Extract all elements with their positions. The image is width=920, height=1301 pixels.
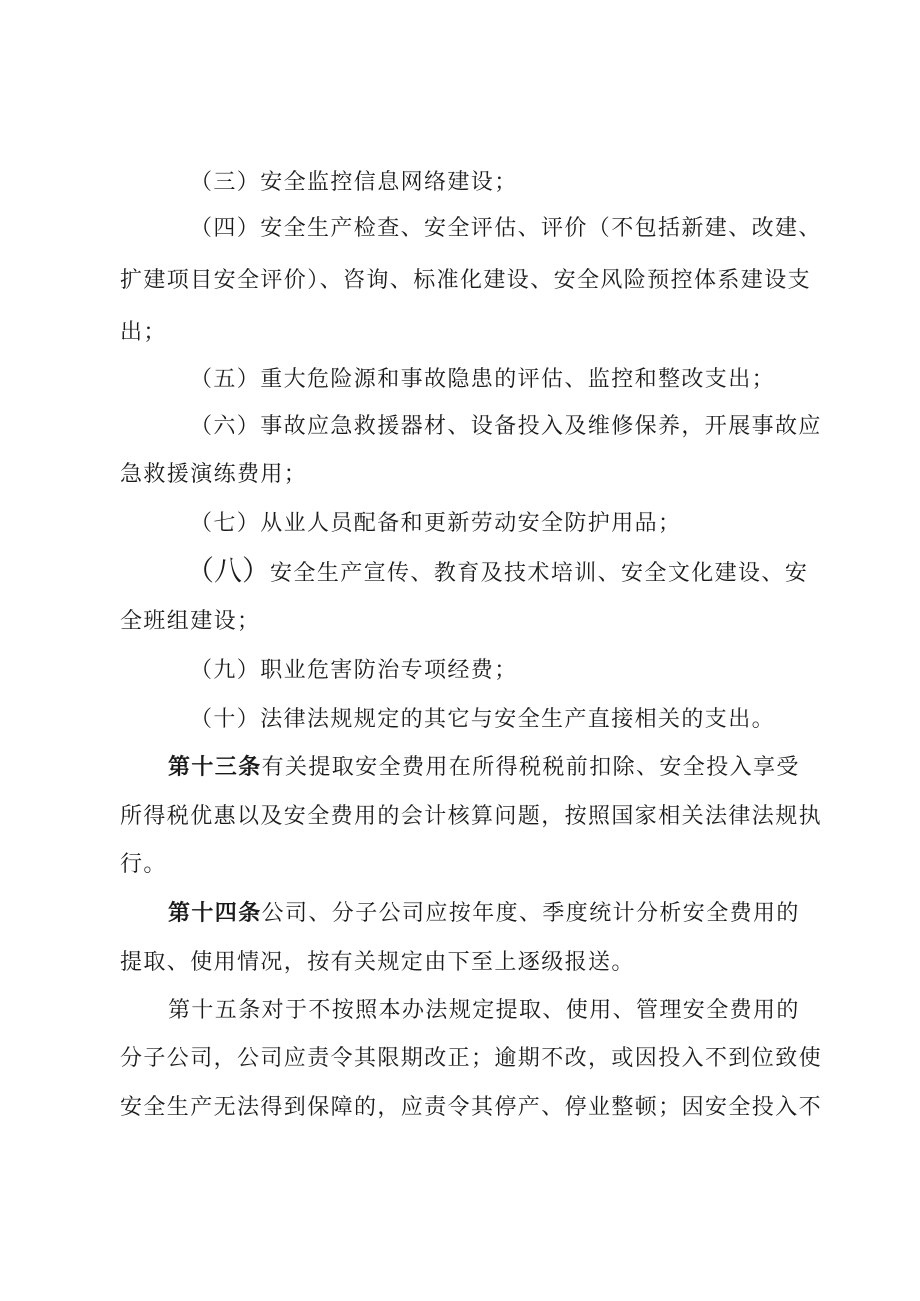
article-13-title: 第十三条 bbox=[168, 755, 262, 780]
list-item-9: （九）职业危害防治专项经费； bbox=[190, 658, 518, 683]
list-item-8-marker: （八） bbox=[186, 554, 271, 587]
list-item-4-line-3: 出； bbox=[120, 320, 167, 345]
list-item-4-line-1: （四）安全生产检查、安全评估、评价（不包括新建、改建、 bbox=[190, 216, 822, 241]
list-item-8-line-1 bbox=[186, 556, 808, 589]
article-13-line-2: 所得税优惠以及安全费用的会计核算问题，按照国家相关法律法规执 bbox=[120, 804, 823, 829]
article-13-line-3: 行。 bbox=[120, 852, 167, 877]
list-item-3: （三）安全监控信息网络建设； bbox=[190, 170, 518, 195]
list-item-7: （七）从业人员配备和更新劳动安全防护用品； bbox=[190, 511, 682, 536]
article-13-text: 有关提取安全费用在所得税税前扣除、安全投入享受 bbox=[261, 755, 800, 780]
article-15-line-3: 安全生产无法得到保障的，应责令其停产、停业整顿；因安全投入不 bbox=[120, 1095, 823, 1120]
article-14-text: 公司、分子公司应按年度、季度统计分析安全费用的 bbox=[261, 901, 800, 926]
article-14-line-2: 提取、使用情况，按有关规定由下至上逐级报送。 bbox=[120, 950, 635, 975]
list-item-10: （十）法律法规规定的其它与安全生产直接相关的支出。 bbox=[190, 707, 776, 732]
list-item-6-line-1: （六）事故应急救援器材、设备投入及维修保养，开展事故应 bbox=[190, 414, 822, 439]
article-13-line-1 bbox=[168, 753, 800, 783]
article-15-line-1: 第十五条对于不按照本办法规定提取、使用、管理安全费用的 bbox=[168, 998, 800, 1023]
list-item-6-line-2: 急救援演练费用； bbox=[120, 462, 308, 487]
article-14-title: 第十四条 bbox=[168, 901, 262, 926]
list-item-8-line-2: 全班组建设； bbox=[120, 609, 261, 634]
article-15-line-2: 分子公司，公司应责令其限期改正；逾期不改，或因投入不到位致使 bbox=[120, 1046, 823, 1071]
article-14-line-1 bbox=[168, 899, 800, 929]
list-item-4-line-2: 扩建项目安全评价）、咨询、标准化建设、安全风险预控体系建设支 bbox=[120, 268, 812, 293]
list-item-5: （五）重大危险源和事故隐患的评估、监控和整改支出； bbox=[190, 367, 776, 392]
list-item-8-text: 安全生产宣传、教育及技术培训、安全文化建设、安 bbox=[270, 561, 809, 586]
